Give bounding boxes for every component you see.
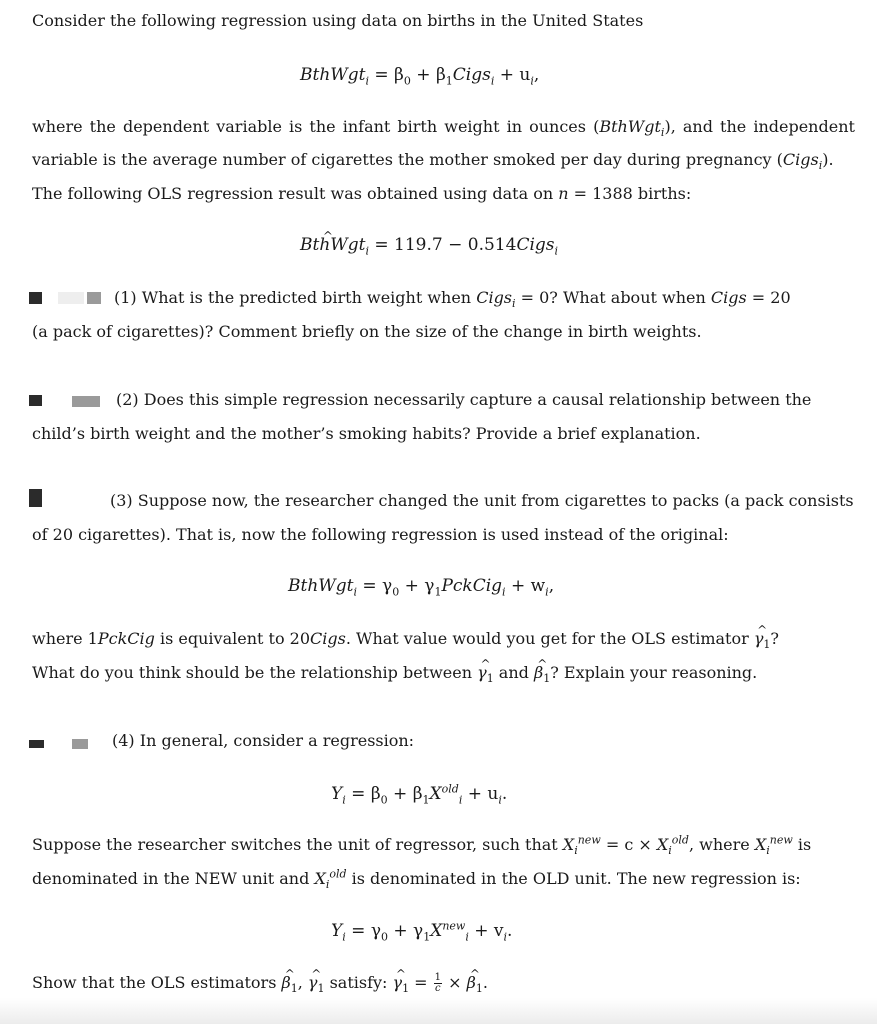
redaction-mark <box>29 489 42 507</box>
where-line-1: where the dependent variable is the infant birth weight in ounces (BthWgt$_i$), and the independent <box>32 117 855 140</box>
regression-equation-1: BthWgt$_i$ = $\beta_0$ + $\beta_1Cigs_i + u_i$, <box>300 65 540 88</box>
regression-equation-packs: BthWgt$_i$ = $\gamma_0$ + $\gamma_1PckCig_i + w_i$, <box>288 576 555 599</box>
question-2-line-1: (2) Does this simple regression necessarily capture a causal relationship between the <box>116 390 812 409</box>
question-3-followup-line-2: What do you think should be the relationship between ^ $\gamma_1$ and ^ $\beta_1$? Explain your reasoning. <box>32 663 757 683</box>
question-1-line-1: (1) What is the predicted birth weight when Cigs$_i$ = 0? What about when Cigs = 20 <box>114 288 791 311</box>
where-line-3: The following OLS regression result was obtained using data on n = 1388 births: <box>32 184 692 203</box>
page-bottom-edge <box>0 998 877 1024</box>
question-4-line-1: (4) In general, consider a regression: <box>112 731 415 750</box>
fitted-regression-equation: ^ BthWgt$_i$ = 119.7 − 0.514Cigs$_i$ <box>300 234 558 256</box>
general-regression-equation: $Y_i = \beta_0 + \beta_1X^{old}_i + u_i$. <box>331 782 508 807</box>
question-2-line-2: child’s birth weight and the mother’s smoking habits? Provide a brief explanation. <box>32 424 701 443</box>
redaction-mark <box>29 740 44 748</box>
question-3-followup-line-1: where 1PckCig is equivalent to 20Cigs. What value would you get for the OLS estimator ^ $\gamma_1$? <box>32 629 779 649</box>
question-3-line-2: of 20 cigarettes). That is, now the following regression is used instead of the original: <box>32 525 729 544</box>
redaction-mark <box>72 739 88 749</box>
redaction-mark <box>87 292 101 304</box>
redaction-mark <box>72 396 100 407</box>
redaction-mark <box>58 292 84 304</box>
redaction-mark <box>29 395 42 406</box>
question-4-show-line: Show that the OLS estimators ^ $\beta_1$, ^ $\gamma_1$ satisfy: ^ $\gamma_1$ = $\frac{1}{c}$ × ^ $\beta_1$. <box>32 973 488 994</box>
question-4-line-2: Suppose the researcher switches the unit of regressor, such that $X_i^{new} = c \times X_i^{old}$, where $X_i^{new}$ is <box>32 833 812 858</box>
redaction-mark <box>29 292 42 304</box>
new-regression-equation: $Y_i = \gamma_0 + \gamma_1X^{new}_i + v_i$. <box>331 919 513 944</box>
question-1-line-2: (a pack of cigarettes)? Comment briefly on the size of the change in birth weights. <box>32 322 702 341</box>
where-line-2: variable is the average number of cigarettes the mother smoked per day during pregnancy (Cigs$_i$). <box>32 150 834 173</box>
question-3-line-1: (3) Suppose now, the researcher changed the unit from cigarettes to packs (a pack consists <box>110 491 854 510</box>
question-4-line-3: denominated in the NEW unit and $X_i^{old}$ is denominated in the OLD unit. The new regression is: <box>32 867 801 892</box>
intro-line: Consider the following regression using data on births in the United States <box>32 11 644 30</box>
fraction-one-over-c: $\frac{1}{c}$ <box>434 972 442 994</box>
